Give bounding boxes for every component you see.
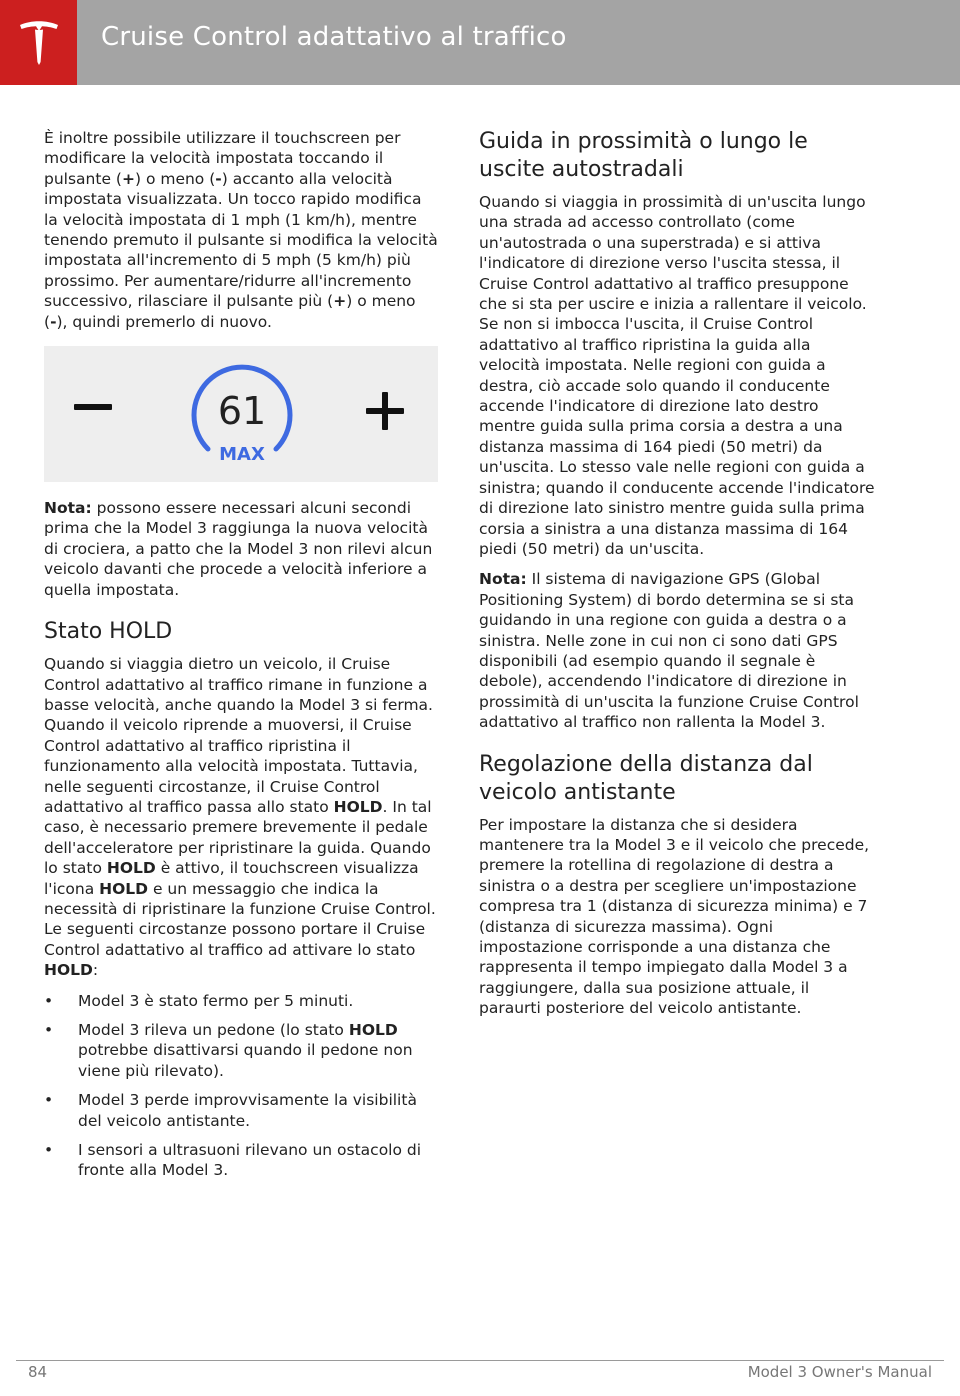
distance-heading: Regolazione della distanza dal veicolo antistante [479, 751, 813, 805]
page-title: Cruise Control adattativo al traffico [101, 22, 567, 52]
intro-paragraph: È inoltre possibile utilizzare il touchscreen per modificare la velocità impostata toccando il pulsante (+) o meno (-) accanto alla velocità impostata visualizzata. Un tocco rapido modifica la velocità impostata di 1 mph (1 km/h), mentre tenendo premuto il pulsante si modifica la velocità impostata all'incremento di 5 mph (5 km/h) più prossimo. Per aumentare/ridurre all'incremento successivo, rilasciare il pulsante più (+) o meno (-), quindi premerlo di nuovo. [44, 129, 438, 331]
bullet-icon: • [44, 991, 54, 1010]
list-item: • Model 3 perde improvvisamente la visibilità del veicolo antistante. [44, 1091, 417, 1130]
max-label: MAX [219, 444, 265, 466]
exits-heading: Guida in prossimità o lungo le uscite autostradali [479, 129, 808, 182]
hold-paragraph: Quando si viaggia dietro un veicolo, il Cruise Control adattativo al traffico rimane in funzione a basse velocità, anche quando la Model 3 si ferma. Quando il veicolo riprende a muoversi, il Cruise Control adattativo al traffico ripristina il funzionamento alla velocità impostata. Tuttavia, nelle seguenti circostanze, il Cruise Control adattativo al traffico passa allo stato HOLD. In tal caso, è necessario premere brevemente il pedale dell'acceleratore per ripristinare la guida. Quando lo stato HOLD è attivo, il touchscreen visualizza l'icona HOLD e un messaggio che indica la necessità di ripristinare la funzione Cruise Control. Le seguenti circostanze possono portare il Cruise Control adattativo al traffico ad attivare lo stato HOLD: [44, 655, 436, 980]
note-paragraph: Nota: possono essere necessari alcuni secondi prima che la Model 3 raggiunga la nuova velocità di crociera, a patto che la Model 3 non rilevi alcun veicolo davanti che procede a velocità inferiore a quella impostata. [44, 499, 433, 599]
plus-icon[interactable] [366, 392, 406, 432]
gps-note-paragraph: Nota: Il sistema di navigazione GPS (Global Positioning System) di bordo determina se si sta guidando in una regione con guida a destra o a sinistra. Nelle zone in cui non ci sono dati GPS disponibili (ad esempio quando il segnale è debole), accendendo l'indicatore di direzione in prossimità di un'uscita la funzione Cruise Control adattativo al traffico non rallenta la Model 3. [479, 570, 859, 732]
set-speed-value: 61 [217, 389, 267, 434]
right-column [479, 128, 875, 1029]
hold-conditions-list [44, 991, 440, 1181]
bullet-icon: • [44, 1091, 54, 1110]
distance-paragraph: Per impostare la distanza che si desidera mantenere tra la Model 3 e il veicolo che precede, premere la rotellina di regolazione di destra a sinistra o a destra per scegliere un'impostazione compresa tra 1 (distanza di sicurezza minima) e 7 (distanza di sicurezza massima). Ogni impostazione corrisponde a una distanza che rappresenta il tempo impiegato dalla Model 3 a raggiungere, dalla sua posizione attuale, il paraurti posteriore del veicolo antistante. [479, 815, 870, 1018]
page-number: 84 [28, 1363, 48, 1381]
speed-dial [189, 362, 295, 468]
list-item: • Model 3 rileva un pedone (lo stato HOLD potrebbe disattivarsi quando il pedone non viene più rilevato). [44, 1021, 413, 1080]
bullet-icon: • [44, 1141, 54, 1160]
list-item: • I sensori a ultrasuoni rilevano un ostacolo di fronte alla Model 3. [44, 1141, 422, 1180]
minus-icon[interactable] [74, 402, 114, 412]
left-column [44, 128, 440, 1190]
tesla-logo [0, 0, 77, 85]
tesla-t-icon [17, 18, 61, 68]
exits-paragraph: Quando si viaggia in prossimità di un'uscita lungo una strada ad accesso controllato (come un'autostrada o una superstrada) e si attiva l'indicatore di direzione verso l'uscita stessa, il Cruise Control adattativo al traffico presuppone che si sta per uscire e inizia a rallentare il veicolo. Se non si imbocca l'uscita, il Cruise Control adattativo al traffico ripristina la guida alla velocità impostata. Nelle regioni con guida a destra, ciò accade solo quando il conducente accende l'indicatore di direzione lato destro mentre guida sulla prima corsia a destra a una distanza massima di 164 piedi (50 metri) da un'uscita. Lo stesso vale nelle regioni con guida a sinistra; quando il conducente accende l'indicatore di direzione lato sinistro mentre guida sulla prima corsia a sinistra a una distanza massima di 164 piedi (50 metri) da un'uscita. [479, 193, 875, 558]
footer-divider [16, 1360, 944, 1361]
list-item: • Model 3 è stato fermo per 5 minuti. [44, 991, 354, 1010]
speed-setting-panel [44, 346, 438, 482]
page-header [0, 0, 960, 85]
hold-heading: Stato HOLD [44, 619, 173, 645]
manual-title: Model 3 Owner's Manual [747, 1363, 932, 1381]
bullet-icon: • [44, 1021, 54, 1039]
